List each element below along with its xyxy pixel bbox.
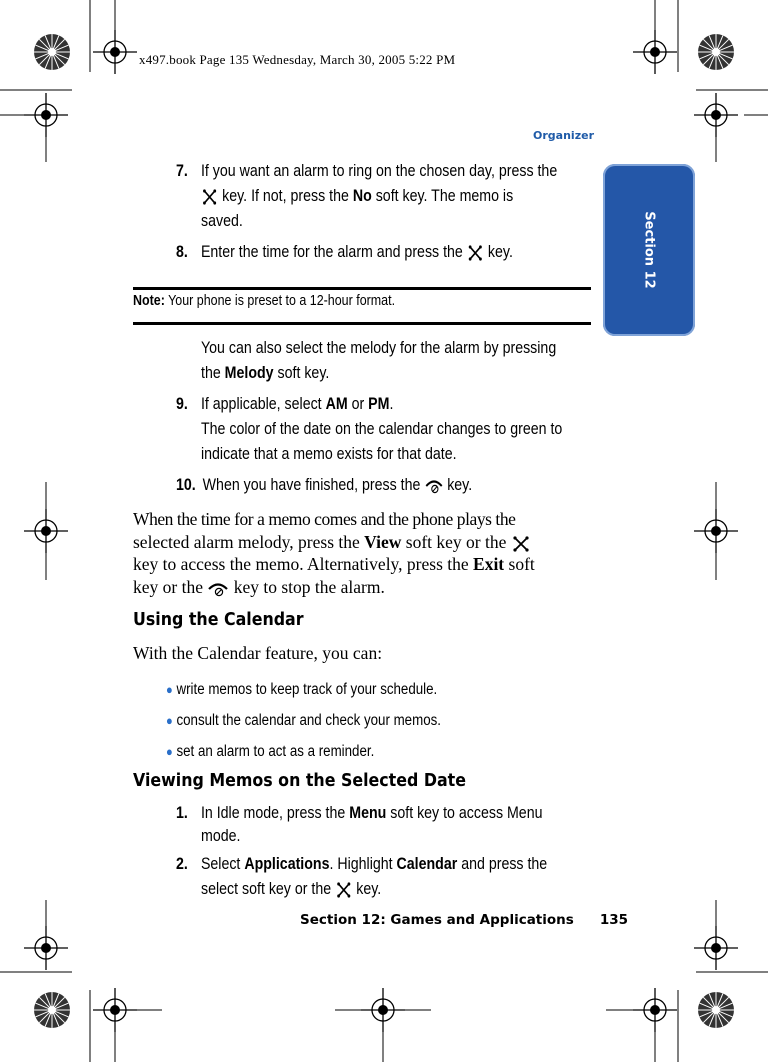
- step-10: 10. When you have finished, press the key.: [176, 476, 473, 494]
- registration-star-tr: [698, 34, 734, 70]
- select-key-icon: [511, 535, 531, 553]
- note-label: Note:: [133, 293, 165, 309]
- step-2-line-2: select soft key or the key.: [201, 880, 382, 898]
- footer-section-label: Section 12: Games and Applications: [300, 912, 574, 928]
- bullet-icon: ●: [166, 744, 173, 759]
- note: [133, 293, 395, 309]
- registration-star-tl: [34, 34, 70, 70]
- select-key-icon: [467, 244, 484, 262]
- bullet-icon: ●: [166, 682, 173, 697]
- step-7-line-2: key. If not, press the No soft key. The memo is: [201, 184, 597, 209]
- step-9-line-3: indicate that a memo exists for that date.: [201, 445, 457, 463]
- select-key-icon: [335, 881, 352, 899]
- bullet-item: ● set an alarm to act as a reminder.: [166, 743, 375, 760]
- section-tab-label: Section 12: [641, 211, 657, 289]
- melody-para-line-1: You can also select the melody for the alarm by pressing: [201, 339, 557, 357]
- step-number: 7.: [176, 162, 188, 180]
- heading-using-calendar: Using the Calendar: [133, 609, 304, 630]
- step-8: 8. Enter the time for the alarm and press the key.: [176, 243, 513, 261]
- step-9-line-2: The color of the date on the calendar changes to green to: [201, 420, 563, 438]
- bullet-item: ● write memos to keep track of your schedule.: [166, 681, 438, 698]
- select-key-icon: [201, 188, 218, 206]
- melody-para-line-2: the Melody soft key.: [201, 364, 330, 382]
- print-header-line: x497.book Page 135 Wednesday, March 30, 2005 5:22 PM: [139, 52, 456, 67]
- bullet-icon: ●: [166, 713, 173, 728]
- step-1: 1. In Idle mode, press the Menu soft key to access Menu: [176, 804, 543, 822]
- alarm-paragraph: When the time for a memo comes and the phone plays the selected alarm melody, press the View soft key or the key to access the memo. Alternatively, press the Exit soft key or the key to stop the alarm.: [133, 509, 535, 597]
- heading-viewing-memos: Viewing Memos on the Selected Date: [133, 770, 466, 791]
- registration-star-bl: [34, 992, 70, 1028]
- step-2: 2. Select Applications. Highlight Calendar and press the: [176, 855, 548, 873]
- note-text: Your phone is preset to a 12-hour format.: [168, 293, 396, 309]
- step-1-line-2: mode.: [201, 827, 241, 845]
- end-key-icon: [207, 581, 229, 597]
- page-footer: [300, 912, 628, 928]
- step-7: 7. If you want an alarm to ring on the chosen day, press the: [176, 162, 558, 180]
- bullet-item: ● consult the calendar and check your memos.: [166, 712, 441, 729]
- step-9: 9. If applicable, select AM or PM.: [176, 395, 394, 413]
- section-tab: [603, 164, 695, 336]
- end-key-icon: [424, 478, 443, 494]
- page-number: 135: [599, 912, 628, 928]
- note-rule-bottom: [133, 322, 591, 325]
- step-7-line-3: saved.: [201, 212, 243, 230]
- calendar-intro: With the Calendar feature, you can:: [133, 643, 383, 663]
- running-head: Organizer: [533, 129, 594, 142]
- registration-star-br: [698, 992, 734, 1028]
- note-rule-top: [133, 287, 591, 290]
